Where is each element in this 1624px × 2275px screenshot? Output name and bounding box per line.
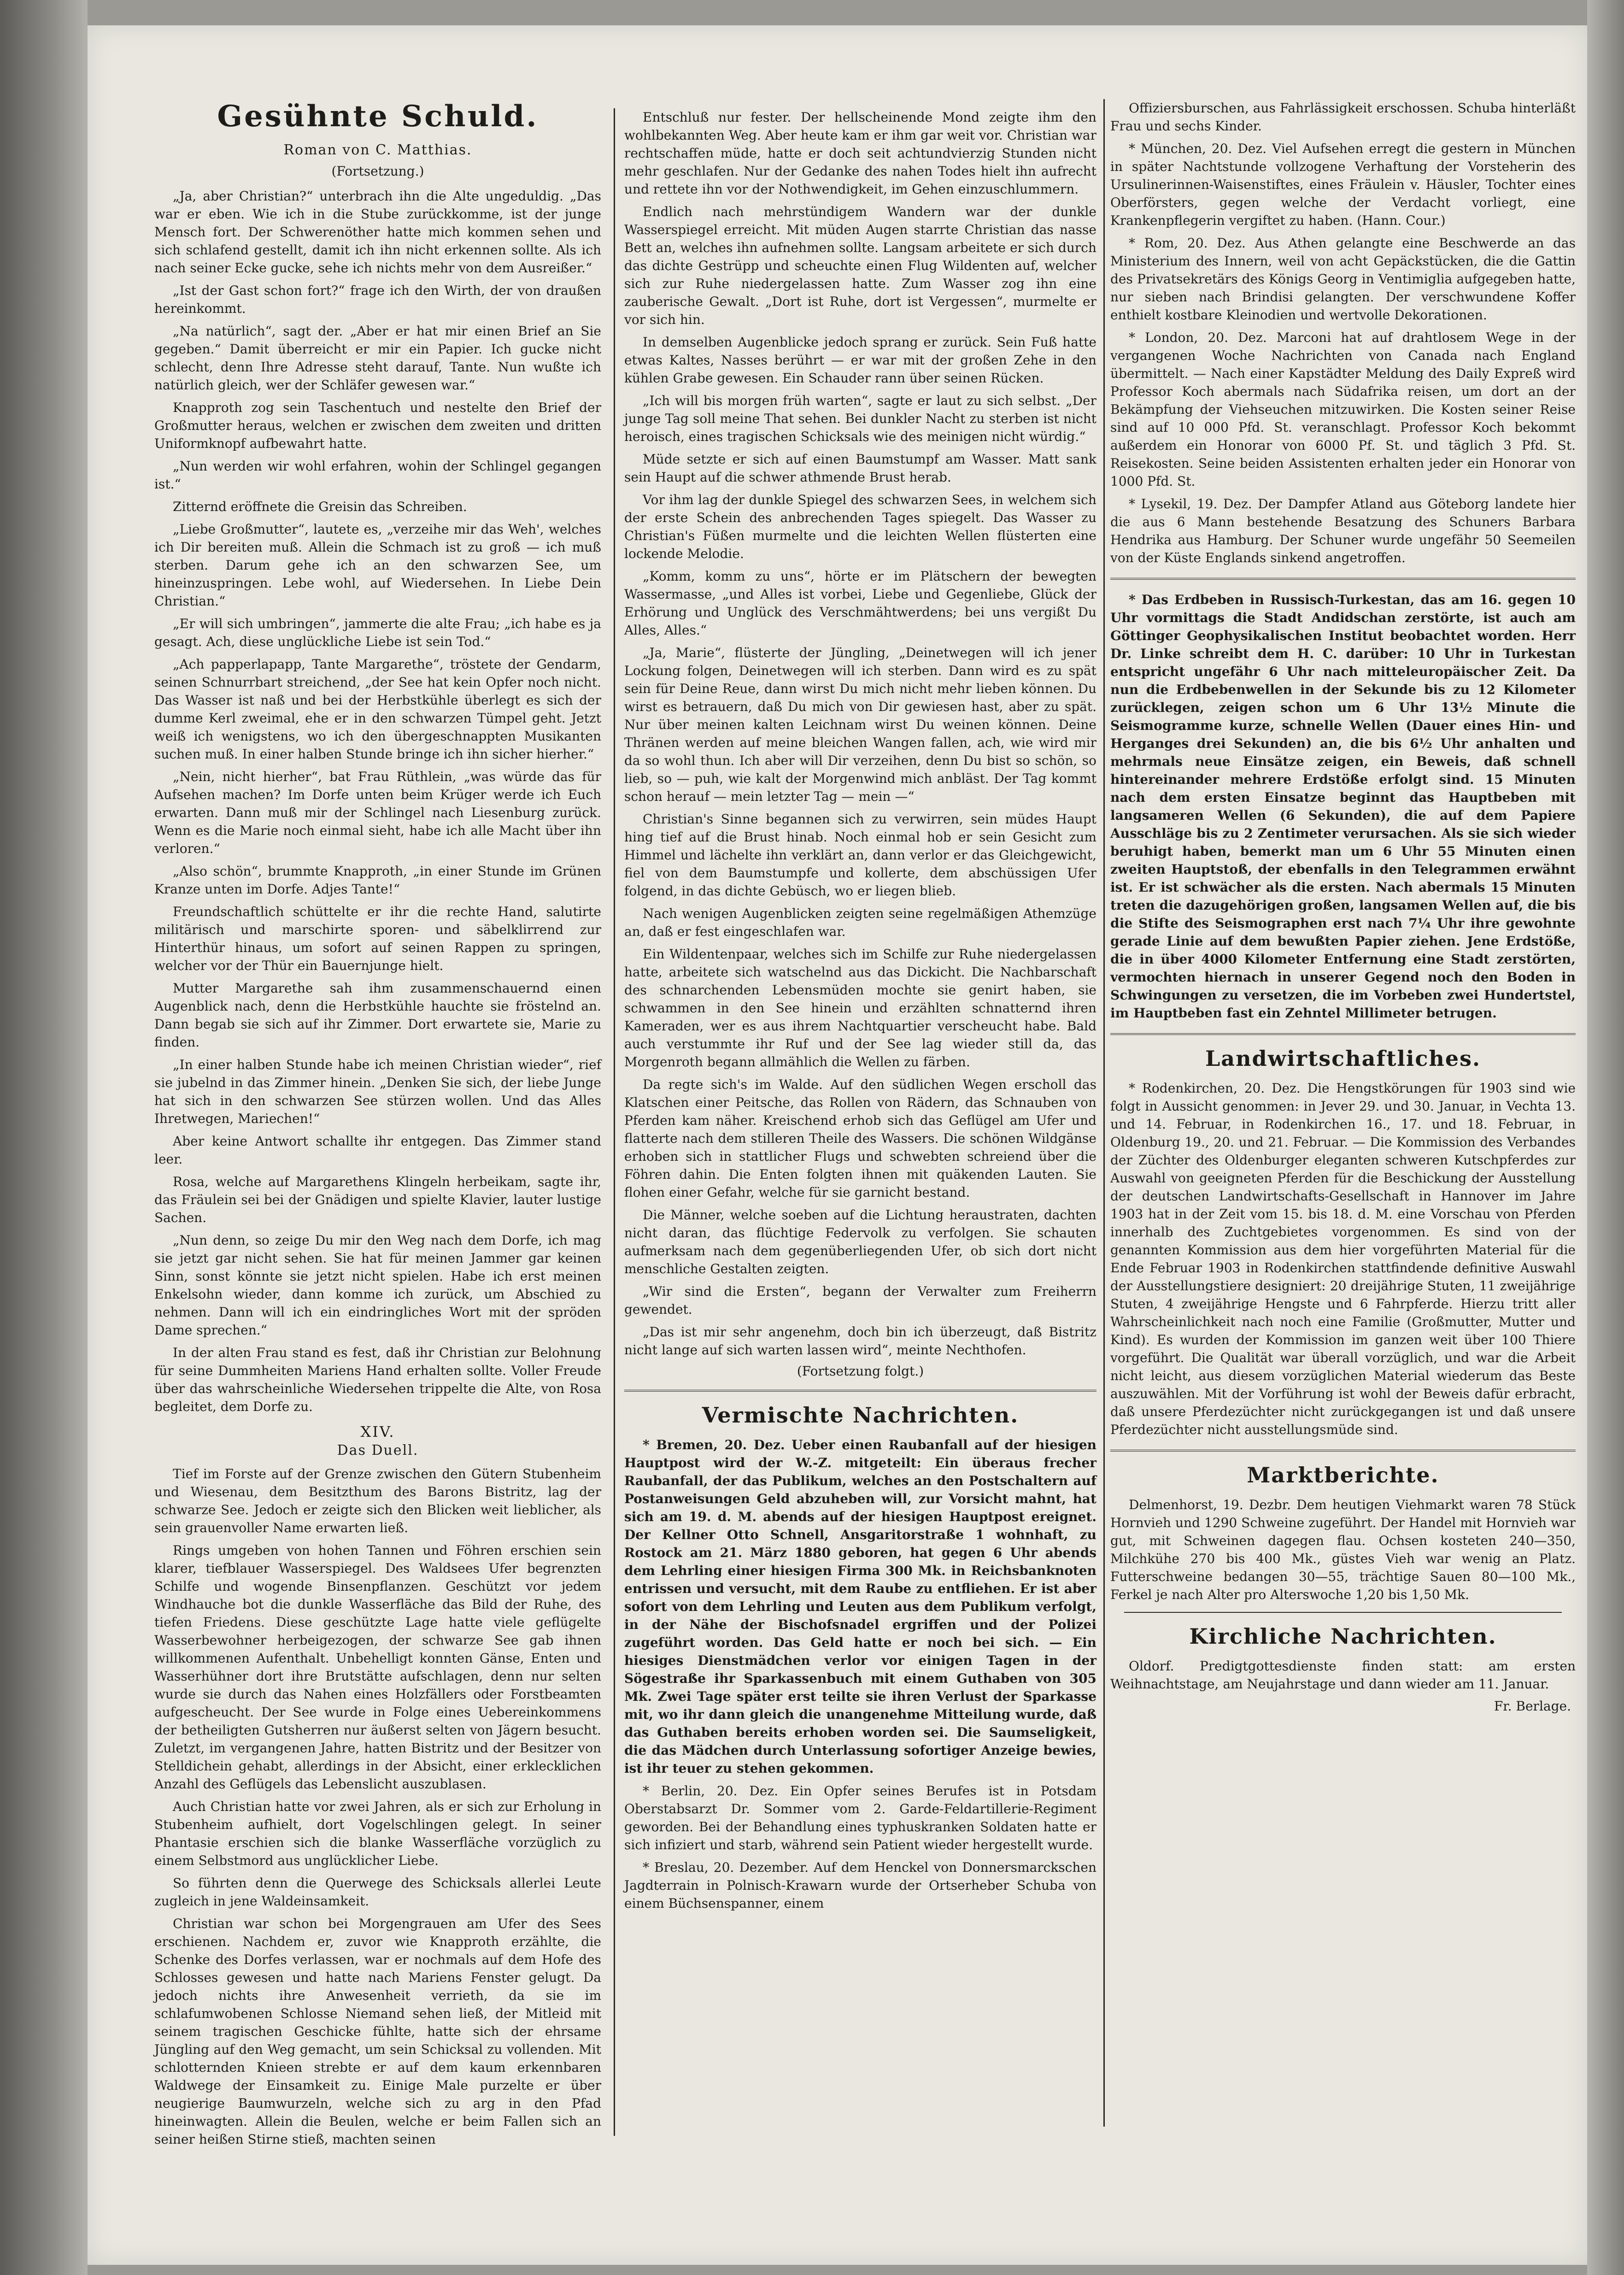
section-heading-market: Marktberichte. — [1247, 1463, 1439, 1487]
paragraph: „Liebe Großmutter“, lautete es, „verzeihe mir das Weh', welches ich Dir bereiten muß. Allein die Schmach ist zu groß — ich muß sterben. Darum gehe ich an den schwarzen See, um hineinzuspringen. Lebe wohl, auf Wiedersehen. In Liebe Dein Christian.“ — [154, 522, 601, 609]
news-item: * Bremen, 20. Dez. Ueber einen Raubanfall auf der hiesigen Hauptpost wird der W.-Z. mitgeteilt: Ein überaus frecher Raubanfall, der das Publikum, welches an den Postschaltern auf Postanweisungen Geld abzuheben will, zur Vorsicht mahnt, hat sich am 19. d. M. abends auf der hiesigen Hauptpost ereignet. Der Kellner Otto Schnell, Ansgaritorstraße 1 wohnhaft, zu Rostock am 21. März 1880 geboren, hat gegen 6 Uhr abends dem Lehrling einer hiesigen Firma 300 Mk. in Reichsbanknoten entrissen und versucht, mit dem Raube zu entfliehen. Er ist aber sofort von dem Lehrling und Leuten aus dem Publikum verfolgt, in der Nähe der Bischofsnadel ergriffen und der Polizei zugeführt worden. Das Geld hatte er noch bei sich. — Ein hiesiges Dienstmädchen verlor vor einigen Tagen in der Sögestraße ihr Sparkassenbuch mit einem Guthaben von 305 Mk. Zwei Tage später erst teilte sie ihren Verlust der Sparkasse mit, wo ihr dann gleich die unangenehme Mitteilung wurde, daß das Guthaben bereits erhoben worden sei. Die Saumseligkeit, die das Mädchen durch Unterlassung sofortiger Anzeige bewies, ist ihr teuer zu stehen gekommen. — [624, 1437, 1096, 1776]
section-divider — [1110, 1450, 1576, 1452]
paragraph: „Ist der Gast schon fort?“ frage ich den Wirth, der von draußen hereinkommt. — [154, 283, 601, 316]
paragraph: In demselben Augenblicke jedoch sprang er zurück. Sein Fuß hatte etwas Kaltes, Nasses berührt — er war mit der großen Zehe in den kühlen Grabe gewesen. Ein Schauder rann über seinen Rücken. — [624, 335, 1096, 386]
paragraph: Christian's Sinne begannen sich zu verwirren, sein müdes Haupt hing tief auf die Brust hinab. Noch einmal hob er sein Gesicht zum Himmel und lächelte ihn verklärt an, dann verlor er das Gleichgewicht, fiel von dem Baumstumpfe und kollerte, dem abschüssigen Ufer folgend, in das dichte Gebüsch, wo er liegen blieb. — [624, 811, 1096, 899]
paragraph: „Das ist mir sehr angenehm, doch bin ich überzeugt, daß Bistritz nicht lange auf sich warten lassen wird“, meinte Nechthofen. — [624, 1324, 1096, 1358]
paragraph: Müde setzte er sich auf einen Baumstumpf am Wasser. Matt sank sein Haupt auf die schwer athmende Brust herab. — [624, 452, 1096, 485]
paragraph: Endlich nach mehrstündigem Wandern war der dunkle Wasserspiegel erreicht. Mit müden Augen starrte Christian das nasse Bett an, welches ihn aufnehmen sollte. Langsam arbeitete er sich durch das dichte Gestrüpp und scheuchte einen Flug Wildenten auf, welcher sich zur Ruhe niedergelassen hatte. Zum Wasser zog ihn eine zauberische Gewalt. „Dort ist Ruhe, dort ist Vergessen“, murmelte er vor sich hin. — [624, 204, 1096, 327]
paragraph: Nach wenigen Augenblicken zeigten seine regelmäßigen Athemzüge an, daß er fest eingeschlafen war. — [624, 906, 1096, 939]
news-item: * Rodenkirchen, 20. Dez. Die Hengstkörungen für 1903 sind wie folgt in Aussicht genommen: in Jever 29. und 30. Januar, in Vechta 13. und 14. Februar, in Rodenkirchen 16., 17. und 18. Februar, in Oldenburg 19., 20. und 21. Februar. — Die Kommission des Verbandes der Züchter des Oldenburger eleganten schweren Kutschpferdes zur Auswahl von geeigneten Pferden für die Beschickung der Ausstellung der deutschen Landwirtschafts-Gesellschaft in Hannover im Jahre 1903 hat in der Zeit vom 15. bis 18. d. M. eine Vorschau von Pferden innerhalb des Zuchtgebietes vorgenommen. Es sind von der genannten Kommission aus dem hier vorgeführten Material für die Ende Februar 1903 in Rodenkirchen stattfindende definitive Auswahl der Ausstellungstiere designiert: 20 dreijährige Stuten, 11 zweijährige Stuten, 4 zweijährige Hengste und 6 Fahrpferde. Hierzu tritt aller Wahrscheinlichkeit nach noch eine Familie (Großmutter, Mutter und Kind). Es wurden der Kommission im ganzen weit über 100 Thiere vorgeführt. Die Qualität war überall vorzüglich, und war die Arbeit nicht leicht, aus diesem vorzüglichen Material wiederum das Beste auszuwählen. Mit der Vorführung ist wohl der Beweis dafür erbracht, daß unsere Pferdezüchter nicht zurückgegangen ist und daß unsere Pferdezüchter nicht ausstellungsmüde sind. — [1110, 1081, 1576, 1437]
column-right — [1110, 99, 1576, 2150]
column-middle — [624, 108, 1096, 2159]
page-edge — [1587, 0, 1624, 2275]
paragraph: Ein Wildentenpaar, welches sich im Schilfe zur Ruhe niedergelassen hatte, arbeitete sich watschelnd aus das Dickicht. Die Nachbarschaft des schnarchenden Lebensmüden mochte sie genirt haben, sie schwammen in den See hinein und erzählten schnatternd ihren Kameraden, wer es aus ihrem Nachtquartier verscheucht habe. Bald auch verstummte ihr Ruf und der See lag wieder still da, das Morgenroth begann allmählich die Wellen zu färben. — [624, 946, 1096, 1070]
column-serial — [154, 85, 601, 2147]
section-divider — [624, 1390, 1096, 1392]
news-item-earthquake: * Das Erdbeben in Russisch-Turkestan, das am 16. gegen 10 Uhr vormittags die Stadt Andidschan zerstörte, ist auch am Göttinger Geophysikalischen Institut beobachtet worden. Herr Dr. Linke schreibt dem H. C. darüber: 10 Uhr in Turkestan entspricht ungefähr 6 Uhr nach mitteleuropäischer Zeit. Da nun die Erdbebenwellen in der Sekunde bis zu 12 Kilometer zurücklegen, zeigen schon um 6 Uhr 13½ Minute die Seismogramme kurze, schnelle Wellen (Dauer eines Hin- und Herganges drei Sekunden) an, die bis 6½ Uhr anhalten und mehrmals neue Einsätze zeigen, ein Beweis, daß schnell hintereinander mehrere Erdstöße erfolgt sind. 15 Minuten nach dem ersten Einsatze beginnt das Hauptbeben mit langsameren Wellen (6 Sekunden), die auf dem Papiere Ausschläge bis zu 2 Zentimeter verursachen. Als sie sich wieder beruhigt haben, bemerkt man um 6 Uhr 55 Minuten einen zweiten Hauptstoß, der ebenfalls in den Telegrammen erwähnt ist. Er ist schwächer als die ersten. Nach abermals 15 Minuten treten die dazugehörigen großen, langsamen Wellen auf, die bis die Stifte des Seismographen erst nach 7¼ Uhr ihre gewohnte gerade Linie auf dem bewußten Papier ziehen. Jene Erdstöße, die in über 4000 Kilometer Entfernung eine Stadt zerstörten, vermochten hiernach in unserer Gegend noch den Boden in Schwingungen zu versetzen, die im Vorbeben zwei Hundertstel, im Hauptbeben fast ein Zehntel Millimeter betrugen. — [1110, 592, 1576, 1021]
column-rule — [1103, 99, 1105, 2127]
paragraph: Tief im Forste auf der Grenze zwischen den Gütern Stubenheim und Wiesenau, dem Besitzthum des Barons Bistritz, lag der schwarze See. Jedoch er zeigte sich den Blicken weit lieblicher, als sein grauenvoller Name erwarten ließ. — [154, 1466, 601, 1535]
news-item: Oldorf. Predigtgottesdienste finden statt: am ersten Weihnachtstage, am Neujahrstage und dann wieder am 11. Januar. — [1110, 1658, 1576, 1692]
paragraph: „Nein, nicht hierher“, bat Frau Rüthlein, „was würde das für Aufsehen machen? Im Dorfe unten beim Krüger werde ich Euch erwarten. Dann muß mir der Schlingel nach Liesenburg zurück. Wenn es die Marie noch einmal sieht, habe ich alle Macht über ihn verloren.“ — [154, 769, 601, 856]
paragraph: Rings umgeben von hohen Tannen und Föhren erschien sein klarer, tiefblauer Wasserspiegel. Des Waldsees Ufer begrenzten Schilfe und wogende Binsenpflanzen. Geschützt vor jedem Windhauche bot die dunkle Wasserfläche das Bild der Ruhe, des tiefen Friedens. Diese geschützte Lage hatte viele geflügelte Wasserbewohner herbeigezogen, der schwarze See gab ihnen willkommenen Aufenthalt. Unbehelligt konnten Gänse, Enten und Wasserhühner dort ihre Brutstätte aufschlagen, denn nur selten wurde sie durch das Nahen eines Holzfällers oder Forstbeamten aufgescheucht. Der See wurde in Folge eines Uebereinkommens der betheiligten Gutsherren nur äußerst selten von Jägern besucht. Zuletzt, im vergangenen Jahre, hatten Bistritz und der Besitzer von Stelldichein gehabt, allerdings in der Absicht, einer erklecklichen Anzahl des Geflügels das Lebenslicht auszublasen. — [154, 1543, 601, 1792]
section-divider — [1110, 578, 1576, 580]
paragraph: „Wir sind die Ersten“, begann der Verwalter zum Freiherrn gewendet. — [624, 1284, 1096, 1317]
news-item: Offiziersburschen, aus Fahrlässigkeit erschossen. Schuba hinterläßt Frau und sechs Kinder. — [1110, 100, 1576, 134]
paragraph: „Nun denn, so zeige Du mir den Weg nach dem Dorfe, ich mag sie jetzt gar nicht sehen. Sie hat für meinen Jammer gar keinen Sinn, sonst könnte sie jetzt nicht spielen. Habe ich erst meinen Enkelsohn wieder, dann komme ich zurück, um Abschied zu nehmen. Dann will ich ein eindringliches Wort mit der spröden Dame sprechen.“ — [154, 1233, 601, 1338]
paragraph: Knapproth zog sein Taschentuch und nestelte den Brief der Großmutter heraus, welchen er zwischen dem zweiten und dritten Uniformknopf aufbewahrt hatte. — [154, 400, 601, 451]
news-item: * Berlin, 20. Dez. Ein Opfer seines Berufes ist in Potsdam Oberstabsarzt Dr. Sommer vom 2. Garde-Feldartillerie-Regiment geworden. Bei der Behandlung eines typhuskranken Soldaten hatte er sich infiziert und starb, während sein Patient wieder hergestellt wurde. — [624, 1783, 1096, 1852]
paragraph: Freundschaftlich schüttelte er ihr die rechte Hand, salutirte militärisch und marschirte sporen- und säbelklirrend zur Hinterthür hinaus, um sofort auf seinen Rappen zu springen, welcher vor der Thür ein Bauernjunge hielt. — [154, 904, 601, 973]
news-item: * Rom, 20. Dez. Aus Athen gelangte eine Beschwerde an das Ministerium des Innern, weil von acht Gepäckstücken, die die Gattin des Privatsekretärs des Königs Georg in Ventimiglia aufgegeben hatte, nur sieben nach Brindisi gelangten. Der verschwundene Koffer enthielt kostbare Kleinodien und wertvolle Dekorationen. — [1110, 235, 1576, 323]
section-heading-church: Kirchliche Nachrichten. — [1189, 1624, 1497, 1649]
serial-to-be-continued: (Fortsetzung folgt.) — [797, 1364, 924, 1379]
serial-byline: Roman von C. Matthias. — [283, 142, 472, 158]
serial-continued: (Fortsetzung.) — [331, 164, 424, 179]
paragraph: Aber keine Antwort schallte ihr entgegen. Das Zimmer stand leer. — [154, 1134, 601, 1167]
paragraph: So führten denn die Querwege des Schicksals allerlei Leute zugleich in jene Waldeinsamkeit. — [154, 1875, 601, 1909]
paragraph: „Ja, Marie“, flüsterte der Jüngling, „Deinetwegen will ich jener Lockung folgen, Deinetwegen will ich sterben. Dann wird es zu spät sein für Deine Reue, dann wirst Du mich nicht mehr lieben können. Du wirst es betrauern, daß Du mich von Dir gewiesen hast, aber zu spät. Nur über meinen kalten Leichnam wirst Du weinen können. Deine Thränen werden auf meine bleichen Wangen fallen, ach, wie wird mir da so wohl thun. Ich aber will Dir verzeihen, denn Du bist so schön, so lieb, so — puh, wie kalt der Morgenwind mich anbläst. Der Tag kommt schon herauf — mein letzter Tag — mein —“ — [624, 645, 1096, 804]
paragraph: Zitternd eröffnete die Greisin das Schreiben. — [173, 499, 467, 514]
paragraph: Entschluß nur fester. Der hellscheinende Mond zeigte ihm den wohlbekannten Weg. Aber heute kam er ihm gar weit vor. Christian war rechtschaffen müde, hatte er doch seit achtundvierzig Stunden nicht mehr geschlafen. Nur der Gedanke des nahen Todes hielt ihn aufrecht und rettete ihn vor der Nothwendigkeit, im Gehen einzuschlummern. — [624, 110, 1096, 197]
paragraph: Vor ihm lag der dunkle Spiegel des schwarzen Sees, in welchem sich der erste Schein des anbrechenden Tages spiegelt. Das Wasser zu Christian's Füßen murmelte und die leichten Wellen flüsterten eine lockende Melodie. — [624, 492, 1096, 561]
paragraph: „Also schön“, brummte Knapproth, „in einer Stunde im Grünen Kranze unten im Dorfe. Adjes Tante!“ — [154, 864, 601, 897]
news-item: * Lysekil, 19. Dez. Der Dampfer Atland aus Göteborg landete hier die aus 6 Mann bestehende Besatzung des Schuners Barbara Hendrika aus Hamburg. Der Schuner wurde ungefähr 50 Seemeilen von der Küste Englands sinkend angetroffen. — [1110, 496, 1576, 565]
paragraph: „In einer halben Stunde habe ich meinen Christian wieder“, rief sie jubelnd in das Zimmer hinein. „Denken Sie sich, der liebe Junge hat sich in den schwarzen See stürzen wollen. Und das Alles Ihretwegen, Mariechen!“ — [154, 1057, 601, 1126]
news-item: Delmenhorst, 19. Dezbr. Dem heutigen Viehmarkt waren 78 Stück Hornvieh und 1290 Schweine zugeführt. Der Handel mit Hornvieh war gut, mit Schweinen dagegen flau. Ochsen kosteten 240—350, Milchkühe 270 bis 400 Mk., güstes Vieh war wenig an Platz. Futterschweine bedangen 30—55, trächtige Sauen 80—100 Mk., Ferkel je nach Alter pro Alterswoche 1,20 bis 1,50 Mk. — [1110, 1497, 1576, 1602]
section-heading-agriculture: Landwirtschaftliches. — [1205, 1046, 1481, 1071]
paragraph: Die Männer, welche soeben auf die Lichtung heraustraten, dachten nicht daran, das flüchtige Federvolk zu verfolgen. Sie schauten aufmerksam nach dem gegenüberliegenden Ufer, ob sich dort nicht menschliche Gestalten zeigten. — [624, 1207, 1096, 1276]
paragraph: „Ach papperlapapp, Tante Margarethe“, tröstete der Gendarm, seinen Schnurrbart streichend, „der See hat kein Opfer noch nicht. Das Wasser ist naß und bei der Herbstkühle überlegt es sich der dumme Kerl zweimal, ehe er in den schwarzen Tümpel geht. Jetzt weiß ich wenigstens, wo ich den übergeschnappten Musikanten suchen muß. In einer halben Stunde bringe ich ihn sicher hierher.“ — [154, 657, 601, 762]
paragraph: „Komm, komm zu uns“, hörte er im Plätschern der bewegten Wassermasse, „und Alles ist vorbei, Liebe und Gegenliebe, Glück der Erhörung und Unglück des Verschmähtwerdens; bei uns vergißt Du Alles, Alles.“ — [624, 569, 1096, 638]
news-item: * Breslau, 20. Dezember. Auf dem Henckel von Donnersmarckschen Jagdterrain in Polnisch-Krawarn wurde der Ortserheber Schuba von einem Büchsenspanner, einem — [624, 1860, 1096, 1911]
paragraph: In der alten Frau stand es fest, daß ihr Christian zur Belohnung für seine Dummheiten Mariens Hand erhalten sollte. Voller Freude über das wahrscheinliche Wiedersehen trippelte die Alte, von Rosa begleitet, dem Dorfe zu. — [154, 1345, 601, 1414]
chapter-number: XIV. — [360, 1423, 395, 1440]
paragraph: Mutter Margarethe sah ihm zusammenschauernd einen Augenblick nach, denn die Herbstkühle hauchte sie fröstelnd an. Dann begab sie sich auf ihr Zimmer. Dort erwartete sie, Marie zu finden. — [154, 981, 601, 1050]
paragraph: „Er will sich umbringen“, jammerte die alte Frau; „ich habe es ja gesagt. Ach, diese unglückliche Liebe ist sein Tod.“ — [154, 616, 601, 649]
serial-title: Gesühnte Schuld. — [217, 99, 539, 134]
signature: Fr. Berlage. — [1494, 1699, 1571, 1714]
paragraph: Christian war schon bei Morgengrauen am Ufer des Sees erschienen. Nachdem er, zuvor wie Knapproth erzählte, die Schenke des Dorfes verlassen, war er nochmals auf dem Hofe des Schlosses gewesen und hatte nach Mariens Fenster gelugt. Da jedoch nichts ihre Anwesenheit verrieth, da sie im schlafumwobenen Schlosse Niemand sehen ließ, der Mitleid mit seinem tragischen Geschicke fühlte, hatte sich der ehrsame Jüngling auf den Weg gemacht, um sein Schicksal zu vollenden. Mit schlotternden Knieen strebte er auf dem kaum erkennbaren Waldwege der Einsamkeit zu. Einige Male purzelte er über neugierige Baumwurzeln, welche sich zu arg in den Pfad hineinwagten. Allein die Beulen, welche er beim Fallen sich an seiner heißen Stirne stieß, machten seinen — [154, 1916, 601, 2147]
section-divider — [1110, 1033, 1576, 1035]
paragraph: Auch Christian hatte vor zwei Jahren, als er sich zur Erholung in Stubenheim aufhielt, dort Vogelschlingen gelegt. In seiner Phantasie erschien sich die blanke Wasserfläche vorzüglich zu einem Selbstmord aus unglücklicher Liebe. — [154, 1799, 601, 1868]
paragraph: „Na natürlich“, sagt der. „Aber er hat mir einen Brief an Sie gegeben.“ Damit überreicht er mir ein Papier. Ich gucke nicht schlecht, denn Ihre Adresse steht darauf, Tante. Nun wußte ich natürlich gleich, wer der Schläfer gewesen war.“ — [154, 323, 601, 393]
paragraph: „Ja, aber Christian?“ unterbrach ihn die Alte ungeduldig. „Das war er eben. Wie ich in die Stube zurückkomme, ist der junge Mensch fort. Der Schwerenöther hatte mich kommen sehen und sich schlafend gestellt, damit ich ihn nicht erkennen sollte. Als ich nach seiner Ecke gucke, sehe ich nichts mehr von dem Ausreißer.“ — [154, 188, 601, 276]
paragraph: „Ich will bis morgen früh warten“, sagte er laut zu sich selbst. „Der junge Tag soll meine That sehen. Bei dunkler Nacht zu sterben ist nicht heroisch, eines tragischen Schicksals wie des meinigen nicht würdig.“ — [624, 393, 1096, 444]
section-divider — [1124, 1612, 1562, 1613]
news-item: * München, 20. Dez. Viel Aufsehen erregt die gestern in München in später Nachtstunde vollzogene Verhaftung der Vorsteherin des Ursulinerinnen-Waisenstiftes, eines Fräulein v. Häusler, Tochter eines Oberförsters, gegen welche der Verdacht vorliegt, eine Krankenpflegerin vergiftet zu haben. (Hann. Cour.) — [1110, 141, 1576, 228]
column-rule — [614, 108, 615, 2136]
chapter-title: Das Duell. — [337, 1442, 419, 1458]
paragraph: Rosa, welche auf Margarethens Klingeln herbeikam, sagte ihr, das Fräulein sei bei der Gnädigen und spielte Klavier, lauter lustige Sachen. — [154, 1174, 601, 1225]
news-item: * London, 20. Dez. Marconi hat auf drahtlosem Wege in der vergangenen Woche Nachrichten von Canada nach England übermittelt. — Nach einer Kapstädter Meldung des Daily Expreß wird Professor Koch abermals nach Südafrika reisen, um dort an der Bekämpfung der Viehseuchen mitzuwirken. Die Kosten seiner Reise sind auf 10 000 Pfd. St. veranschlagt. Professor Koch bekommt außerdem ein Honorar von 6000 Pf. St. und täglich 3 Pfd. St. Reisekosten. Seine beiden Assistenten erhalten jeder ein Honorar von 1000 Pfd. St. — [1110, 330, 1576, 489]
section-heading-mixed-news: Vermischte Nachrichten. — [702, 1403, 1019, 1428]
paragraph: Da regte sich's im Walde. Auf den südlichen Wegen erscholl das Klatschen einer Peitsche, das Rollen von Rädern, das Schnauben von Pferden kam näher. Kreischend erhob sich das Geflügel am Ufer und flatterte nach dem stilleren Theile des Wassers. Die schönen Wildgänse erhoben sich in stattlicher Flugs und schwebten schreiend über die Föhren dahin. Die Enten folgten ihnen mit quäkenden Lauten. Sie flohen einer Gefahr, welche für sie garnicht bestand. — [624, 1077, 1096, 1200]
book-binding — [0, 0, 88, 2275]
paragraph: „Nun werden wir wohl erfahren, wohin der Schlingel gegangen ist.“ — [154, 459, 601, 492]
